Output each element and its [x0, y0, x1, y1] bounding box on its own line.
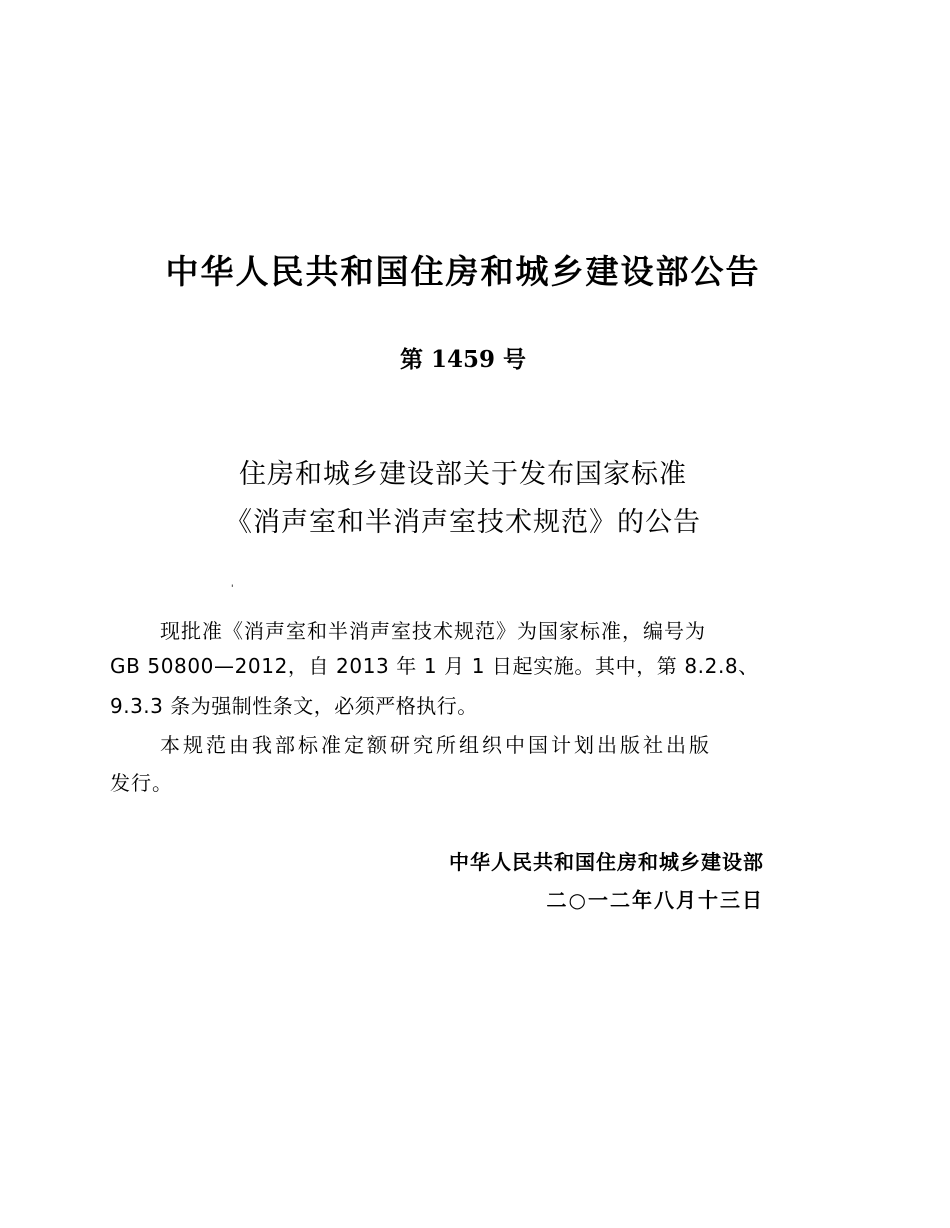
page-title: 中华人民共和国住房和城乡建设部公告: [165, 252, 761, 291]
notice-number: 第 1459 号: [399, 346, 527, 373]
stray-mark: ': [231, 584, 234, 594]
subtitle-line-2: 《消声室和半消声室技术规范》的公告: [225, 507, 701, 538]
paragraph-2-line-1: 本规范由我部标准定额研究所组织中国计划出版社出版: [160, 733, 712, 757]
paragraph-1-line-2: GB 50800—2012，自 2013 年 1 月 1 日起实施。其中，第 8.2.8、: [110, 654, 759, 678]
paragraph-1-line-3: 9.3.3 条为强制性条文，必须严格执行。: [110, 694, 478, 718]
signature-date: 二○一二年八月十三日: [546, 888, 764, 912]
subtitle-line-1: 住房和城乡建设部关于发布国家标准: [239, 459, 687, 490]
paragraph-1-line-1: 现批准《消声室和半消声室技术规范》为国家标准，编号为: [160, 619, 706, 643]
paragraph-2-line-2: 发行。: [110, 771, 173, 795]
signature-organization: 中华人民共和国住房和城乡建设部: [449, 850, 764, 874]
